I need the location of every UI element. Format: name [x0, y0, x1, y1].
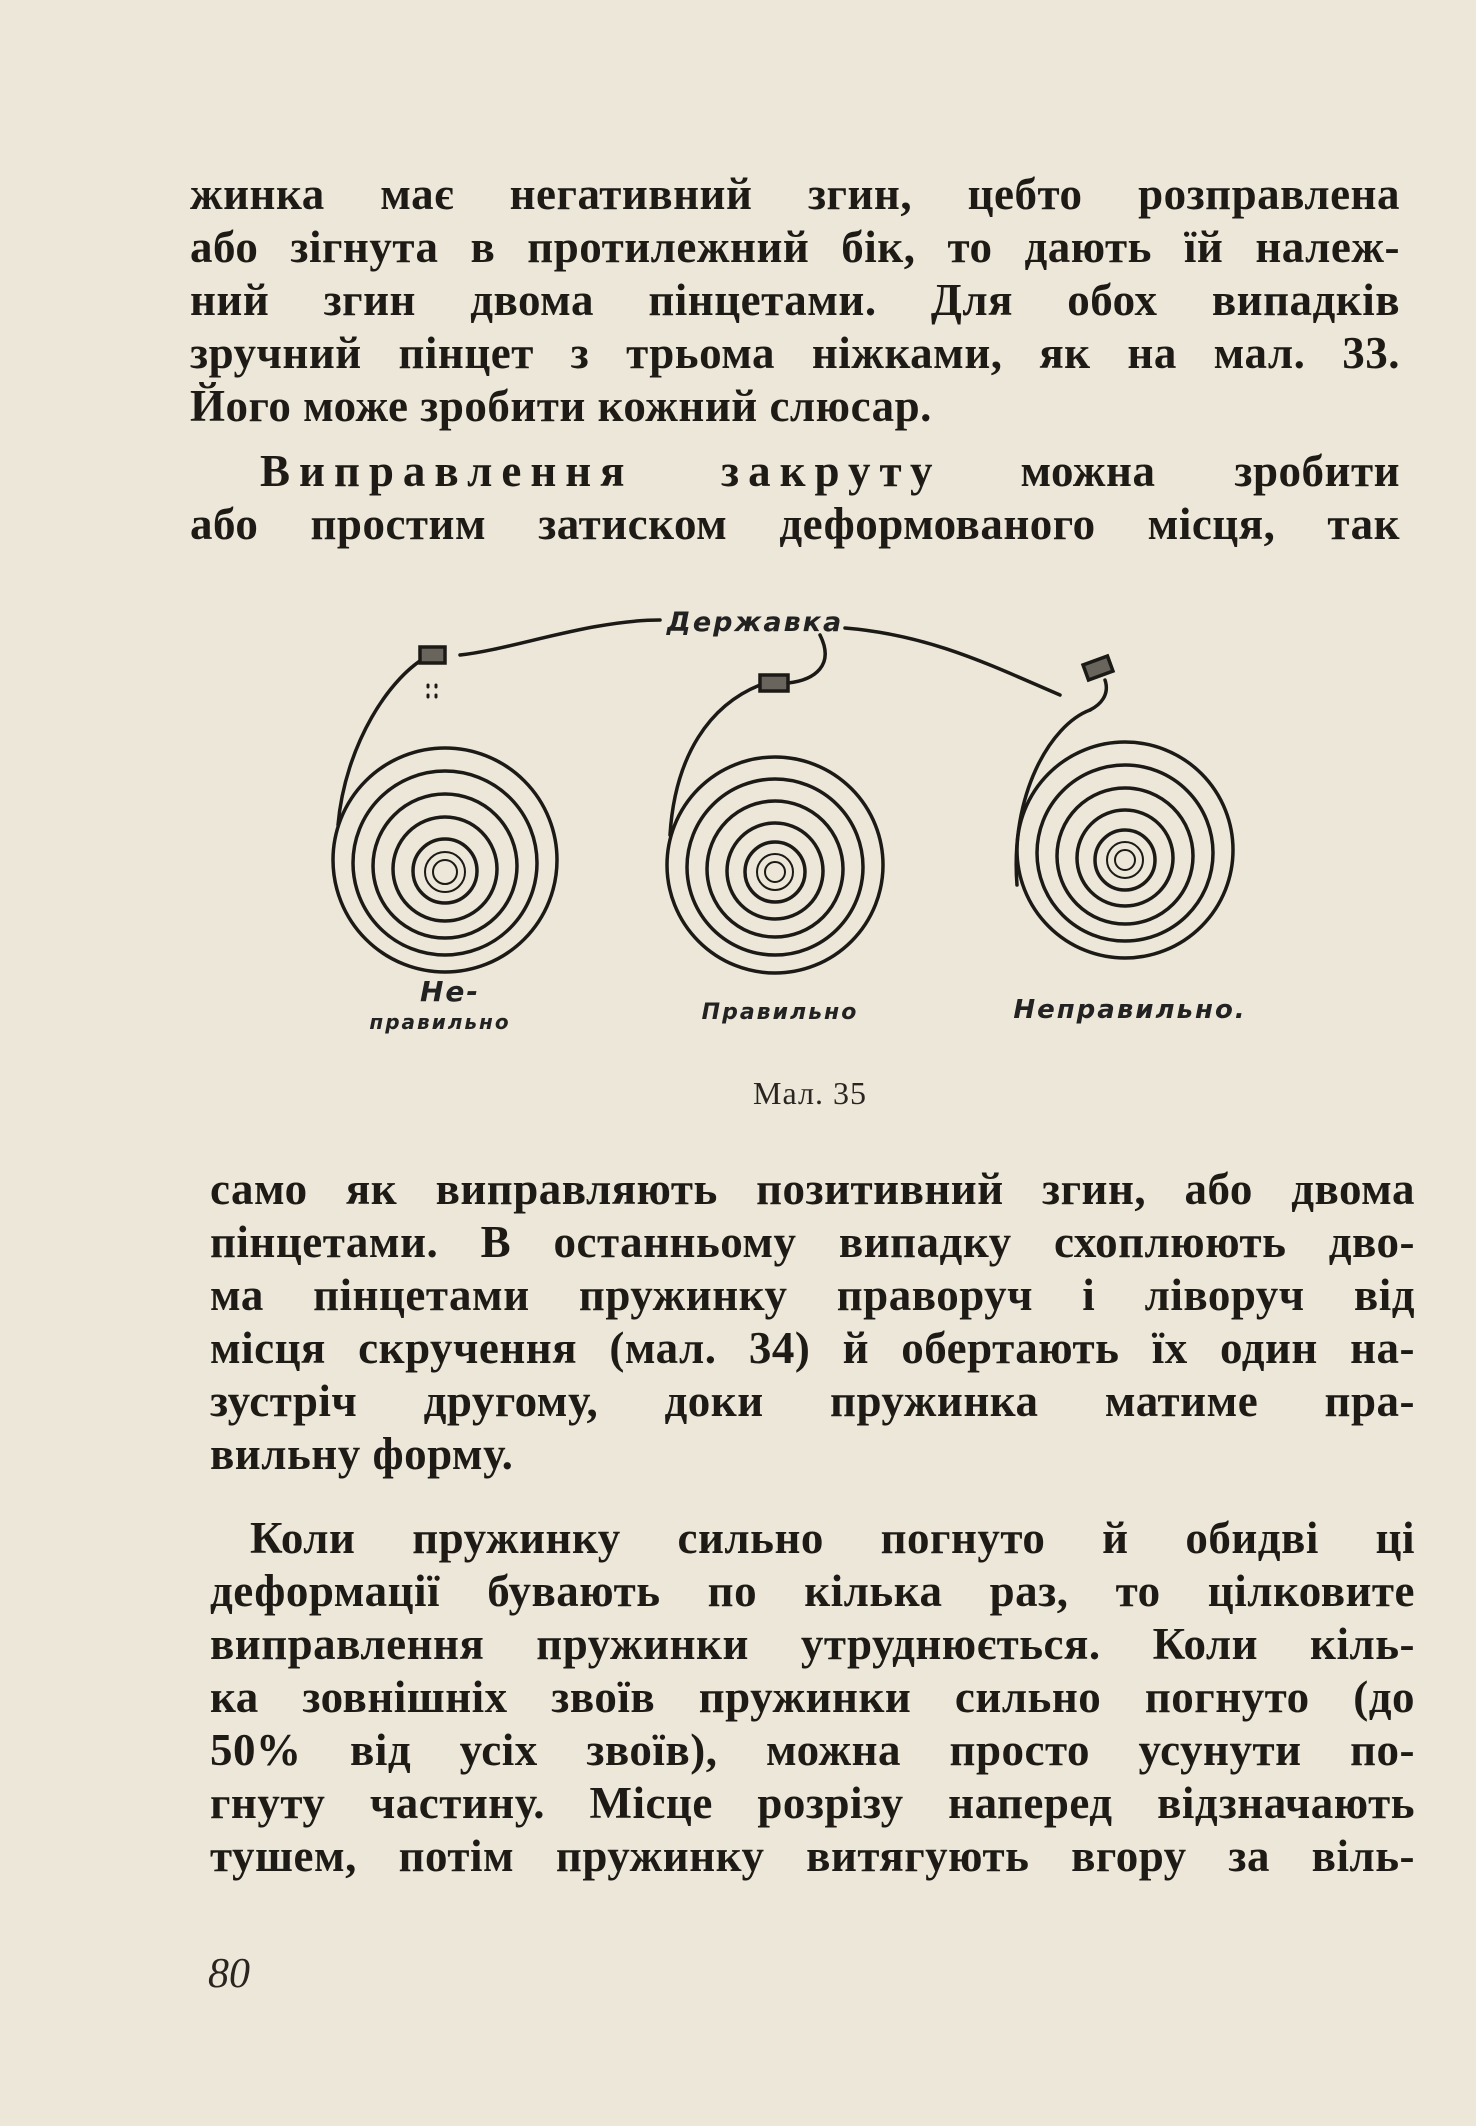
text-line: гнуту частину. Місце розрізу наперед відзначають: [210, 1778, 1415, 1828]
text-line: жинка має негативний згин, цебто розправлена: [190, 169, 1400, 219]
text-line: само як виправляють позитивний згин, або двома: [210, 1164, 1415, 1214]
text-line: 50% від усіх звоїв), можна просто усунути по-: [210, 1725, 1415, 1775]
figure-35: [290, 595, 1290, 1065]
text-line: Коли пружинку сильно погнуто й обидві ці: [250, 1513, 1415, 1563]
text-line: вильну форму.: [210, 1429, 514, 1479]
text-line: ма пінцетами пружинку праворуч і ліворуч від: [210, 1270, 1415, 1320]
text-line: або простим затиском деформованого місця, так: [190, 499, 1400, 549]
page-number: 80: [208, 1951, 250, 1997]
text-line: тушем, потім пружинку витягують вгору за віль-: [210, 1831, 1415, 1881]
text-line: виправлення пружинки утруднюється. Коли кіль-: [210, 1619, 1415, 1669]
text-line: ка зовнішніх звоїв пружинки сильно погнуто (до: [210, 1672, 1415, 1722]
label-incorrect-left-2: правильно: [369, 1010, 511, 1034]
text-line: [190, 445, 1400, 498]
label-correct-middle: Правильно: [701, 1000, 859, 1025]
emphasized-term: Виправлення закруту: [260, 446, 942, 496]
text-line: зустріч другому, доки пружинка матиме пра-: [210, 1376, 1415, 1426]
spring-right: [1016, 656, 1233, 958]
text-line: Його може зробити кожний слюсар.: [190, 381, 932, 431]
holder-line-right: [845, 628, 1060, 695]
paragraph-3: [210, 1163, 1415, 1481]
holder-label: Державка: [666, 607, 844, 638]
holder-line-left: [460, 620, 660, 655]
figure-caption: Мал. 35: [753, 1075, 867, 1111]
paragraph-4: [210, 1512, 1415, 1883]
spring-left: [333, 647, 557, 972]
text-line: місця скручення (мал. 34) й обертають їх один на-: [210, 1323, 1415, 1373]
label-incorrect-right: Неправильно.: [1013, 995, 1247, 1025]
paragraph-1: [190, 168, 1400, 433]
text-fragment: можна зробити: [1020, 446, 1400, 496]
label-incorrect-left-1: Не-: [419, 975, 481, 1008]
text-line: деформації бувають по кілька раз, то цілковите: [210, 1566, 1415, 1616]
text-line: або зігнута в протилежний бік, то дають їй належ-: [190, 222, 1400, 272]
text-line: пінцетами. В останньому випадку схоплюють дво-: [210, 1217, 1415, 1267]
text-line: ний згин двома пінцетами. Для обох випадків: [190, 275, 1400, 325]
spring-middle: [667, 635, 883, 973]
text-line: зручний пінцет з трьома ніжками, як на мал. 33.: [190, 328, 1400, 378]
paragraph-2: [190, 445, 1400, 551]
